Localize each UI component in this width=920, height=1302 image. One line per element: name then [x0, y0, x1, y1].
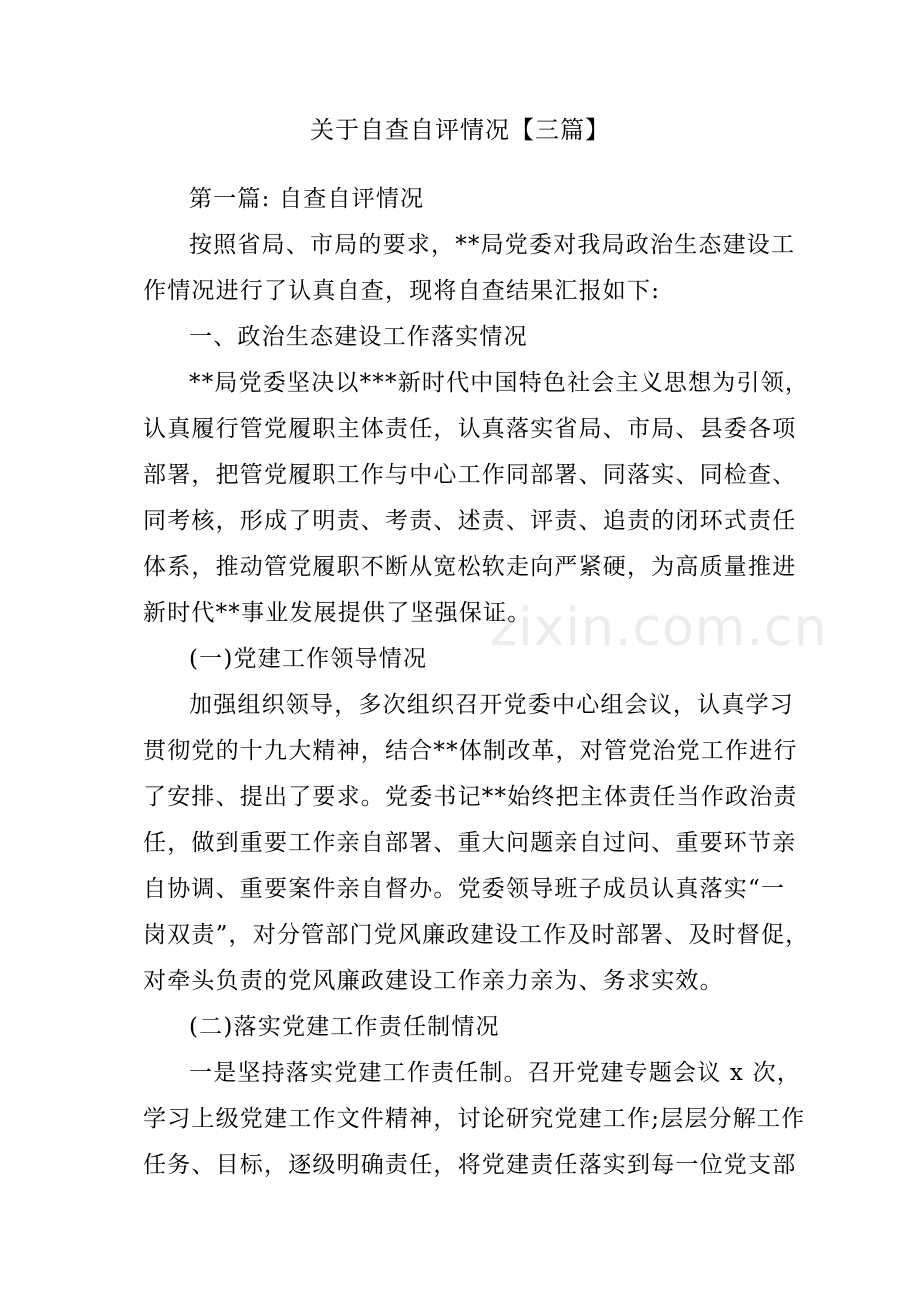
watermark: zixin.com.cn [490, 598, 828, 658]
paragraph-line: 一是坚持落实党建工作责任制。召开党建专题会议 x 次， [189, 1060, 801, 1086]
section-heading: 第一篇: 自查自评情况 [189, 186, 425, 212]
paragraph-line: 部署，把管党履职工作与中心工作同部署、同落实、同检查、 [143, 462, 797, 488]
subsection-heading: (二)落实党建工作责任制情况 [189, 1014, 500, 1040]
paragraph-line: 任务、目标，逐级明确责任，将党建责任落实到每一位党支部 [143, 1152, 797, 1178]
paragraph-line: 按照省局、市局的要求，**局党委对我局政治生态建设工 [189, 232, 796, 258]
paragraph-line: 新时代**事业发展提供了坚强保证。 [143, 600, 532, 626]
paragraph-line: 对牵头负责的党风廉政建设工作亲力亲为、务求实效。 [143, 968, 724, 994]
paragraph-line: 体系，推动管党履职不断从宽松软走向严紧硬，为高质量推进 [143, 554, 797, 580]
paragraph-line: 同考核，形成了明责、考责、述责、评责、追责的闭环式责任 [143, 508, 797, 534]
paragraph-line: 作情况进行了认真自查，现将自查结果汇报如下: [143, 278, 661, 304]
subsection-heading: (一)党建工作领导情况 [189, 646, 428, 672]
section-heading: 一、政治生态建设工作落实情况 [189, 324, 528, 350]
document-title: 关于自查自评情况【三篇】 [310, 116, 610, 144]
paragraph-line: 贯彻党的十九大精神，结合**体制改革，对管党治党工作进行 [143, 738, 798, 764]
paragraph-line: 岗双责”，对分管部门党风廉政建设工作及时部署、及时督促， [143, 922, 810, 948]
paragraph-line: 任，做到重要工作亲自部署、重大问题亲自过问、重要环节亲 [143, 830, 797, 856]
paragraph-line: 了安排、提出了要求。党委书记**始终把主体责任当作政治责 [143, 784, 798, 810]
paragraph-line: 学习上级党建工作文件精神，讨论研究党建工作;层层分解工作 [143, 1106, 806, 1132]
paragraph-line: 加强组织领导，多次组织召开党委中心组会议，认真学习 [189, 692, 794, 718]
paragraph-line: 自协调、重要案件亲自督办。党委领导班子成员认真落实“一 [143, 876, 786, 902]
paragraph-line: **局党委坚决以***新时代中国特色社会主义思想为引领， [189, 370, 810, 396]
paragraph-line: 认真履行管党履职主体责任，认真落实省局、市局、县委各项 [143, 416, 797, 442]
